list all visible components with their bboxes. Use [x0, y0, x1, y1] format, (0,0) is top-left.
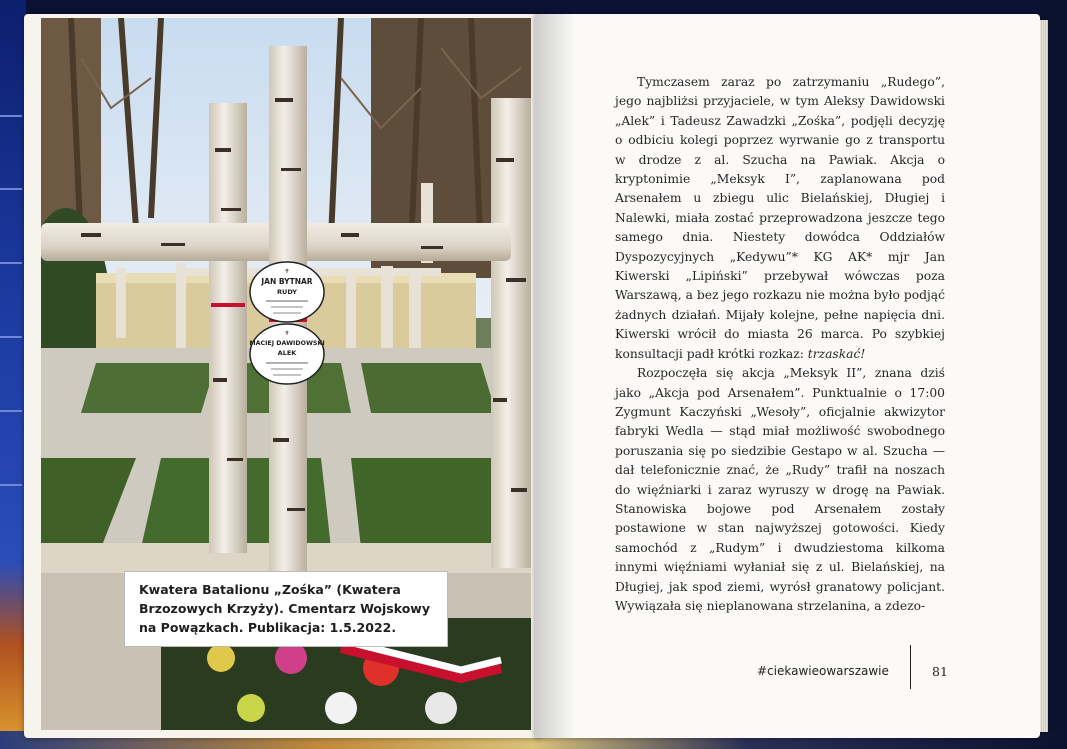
left-background-strip — [0, 0, 26, 749]
grave-plaque-upper — [250, 262, 324, 322]
plaque-name-lower: MACIEJ DAWIDOWSKI — [249, 340, 325, 347]
footer-separator — [910, 645, 911, 689]
page-body-text — [615, 73, 945, 616]
body-paragraph-2: Rozpoczęła się akcja „Meksyk II”, znana dziś jako „Akcja pod Arsenałem”. Punktualnie o 17:00 Zygmunt Kaczyński „Wesoły”, oficjalnie akwizytor fabryki Wedla — stąd miał możliwość swobodnego poruszania się po siedzibie Gestapo w al. Szucha — dał telefonicznie znać, że „Rudy” trafił na noszach do więźniarki i zaraz wyruszy w drogę na Pawiak. Stanowiska bojowe pod Arsenałem zostały postawione w stan najwyższej gotowości. Kiedy samochód z „Rudym” i dwudziestoma kilkoma innymi więźniami wyłaniał się z ul. Bielańskiej, na Długiej, jak spod ziemi, wyrósł granatowy policjant. Wywiązała się nieplanowana strzelanina, a zdezo- — [615, 366, 945, 613]
body-paragraph-1-italic: trzaskać! — [807, 346, 866, 361]
page-edges — [1040, 20, 1048, 732]
body-paragraph-1-text: Tymczasem zaraz po zatrzymaniu „Rudego”, jego najbliżsi przyjaciele, w tym Aleksy Dawidowski „Alek” i Tadeusz Zawadzki „Zośka”, podjęli decyzję o odbiciu kolegi poprzez wyrwanie go z transportu w drodze z al. Szucha na Pawiak. Akcja o kryptonimie „Meksyk I”, zaplanowana pod Arsenałem u zbiegu ulic Bielańskiej, Długiej i Nalewki, miała zostać przeprowadzona jeszcze tego samego dnia. Niestety dowódca Oddziałów Dyspozycyjnych „Kedywu”* KG AK* mjr Jan Kiwerski „Lipiński” przebywał wówczas poza Warszawą, a bez jego rozkazu nie można było podjąć żadnych działań. Mijały kolejne, pełne napięcia dni. Kiwerski wrócił do miasta 26 marca. Po szybkiej konsultacji padł krótki rozkaz: — [615, 75, 945, 361]
plaque-pseudonym-upper: RUDY — [277, 288, 297, 296]
body-paragraph-1 — [615, 73, 945, 364]
plaque-name-upper: JAN BYTNAR — [261, 277, 313, 286]
page-number: 81 — [932, 664, 948, 679]
photo-caption: Kwatera Batalionu „Zośka” (Kwatera Brzozowych Krzyży). Cmentarz Wojskowy na Powązkach. Publikacja: 1.5.2022. — [124, 571, 448, 647]
svg-text:✝: ✝ — [284, 330, 290, 337]
svg-text:✝: ✝ — [284, 268, 290, 275]
grave-plaque-lower — [249, 324, 324, 384]
plaque-pseudonym-lower: ALEK — [277, 349, 297, 357]
footer-hashtag: #ciekawieowarszawie — [757, 664, 889, 678]
